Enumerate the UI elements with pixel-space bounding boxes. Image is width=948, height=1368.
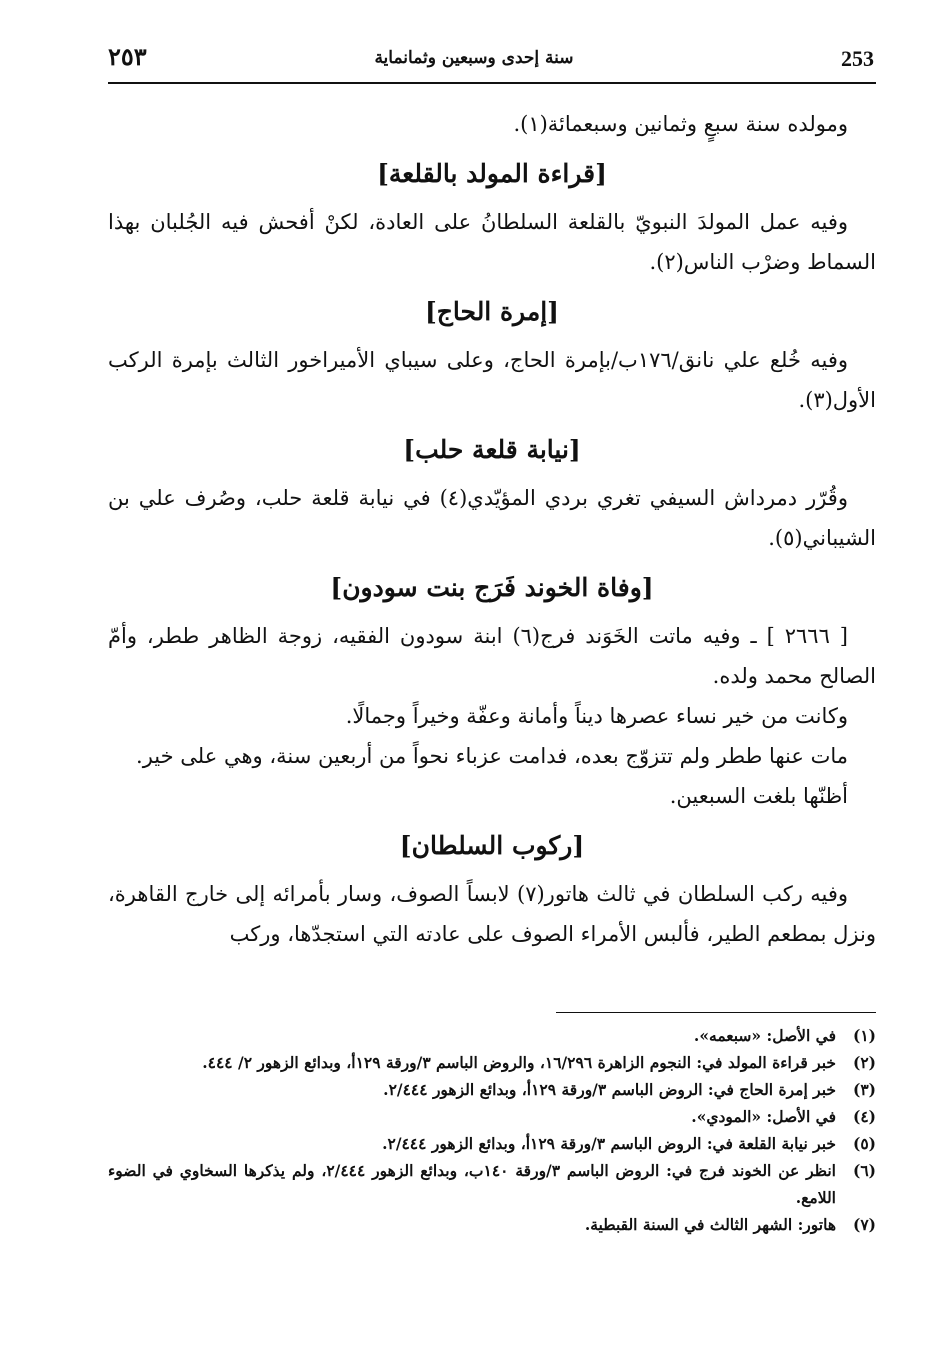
paragraph-khawand-death: [ ٢٦٦٦ ] ـ وفيه ماتت الخَوَند فرج(٦) ابنة سودون الفقيه، زوجة الظاهر ططر، وأمّ الصالح محمد ولده. xyxy=(108,624,876,688)
running-title: سنة إحدى وسبعين وثمانماية xyxy=(374,48,574,68)
footnote-number: (٢) xyxy=(852,1053,876,1072)
footnote xyxy=(108,1049,876,1076)
footnote-number: (١) xyxy=(852,1026,876,1045)
paragraph-aleppo: وقُرّر دمرداش السيفي تغري بردي المؤيّدي(٤) في نيابة قلعة حلب، وصُرف علي بن الشيباني(٥). xyxy=(108,486,876,550)
footnote xyxy=(108,1157,876,1211)
page-number: 253 xyxy=(841,46,874,71)
section-heading-khawand: [وفاة الخوند فَرَج بنت سودون] xyxy=(330,573,654,602)
paragraph-birth: ومولده سنة سبعٍ وثمانين وسبعمائة(١). xyxy=(513,112,848,136)
section-heading-sultan-ride: [ركوب السلطان] xyxy=(399,831,585,860)
footnote-text: خبر نيابة القلعة في: الروض الباسم ٣/ورقة ١٢٩أ، وبدائع الزهور ٢/٤٤٤. xyxy=(382,1134,836,1153)
footnote xyxy=(108,1130,876,1157)
footnotes xyxy=(108,1022,876,1238)
footnote xyxy=(108,1076,876,1103)
footnote-text: خبر قراءة المولد في: النجوم الزاهرة ١٦/٢٩٦، والروض الباسم ٣/ورقة ١٢٩أ، وبدائع الزهور ٢/ ٤٤٤. xyxy=(202,1053,836,1072)
footnote-number: (٤) xyxy=(852,1107,876,1126)
footnote-number: (٣) xyxy=(852,1080,876,1099)
paragraph-khawand-widow: مات عنها ططر ولم تتزوّج بعده، فدامت عزباء نحواً من أربعين سنة، وهي على خير. xyxy=(136,744,848,768)
footnote-number: (٦) xyxy=(852,1161,876,1180)
footnote-number: (٧) xyxy=(852,1215,876,1234)
header-rule xyxy=(108,82,876,84)
page-number-arabic: ٢٥٣ xyxy=(108,42,147,71)
main-text xyxy=(108,104,876,954)
footnote-number: (٥) xyxy=(852,1134,876,1153)
section-heading-hajj: [إمرة الحاج] xyxy=(424,297,560,326)
paragraph-khawand-age: أظنّها بلغت السبعين. xyxy=(669,784,848,808)
footnote-text: في الأصل: «سبعمه». xyxy=(693,1026,836,1045)
paragraph-khawand-virtue: وكانت من خير نساء عصرها ديناً وأمانة وعفّة وخيراً وجمالًا. xyxy=(345,704,848,728)
footnote xyxy=(108,1103,876,1130)
footnote-text: خبر إمرة الحاج في: الروض الباسم ٣/ورقة ١٢٩أ، وبدائع الزهور ٢/٤٤٤. xyxy=(383,1080,836,1099)
section-heading-aleppo: [نيابة قلعة حلب] xyxy=(403,435,581,464)
footnote xyxy=(108,1022,876,1049)
paragraph-sultan-ride: وفيه ركب السلطان في ثالث هاتور(٧) لابساً الصوف، وسار بأمرائه إلى خارج القاهرة، ونزل بمطعم الطير، فألبس الأمراء الصوف على عادته التي استجدّها، وركب xyxy=(108,882,876,946)
footnote-text: انظر عن الخوند فرج في: الروض الباسم ٣/ورقة ١٤٠ب، وبدائع الزهور ٢/٤٤٤، ولم يذكرها السخاوي في الضوء اللامع. xyxy=(108,1161,836,1207)
footnote-text: في الأصل: «المودي». xyxy=(691,1107,836,1126)
footnote xyxy=(108,1211,876,1238)
footnote-text: هاتور: الشهر الثالث في السنة القبطية. xyxy=(584,1215,836,1234)
paragraph-mawlid: وفيه عمل المولدَ النبويّ بالقلعة السلطانُ على العادة، لكنْ أفحش فيه الجُلبان بهذا السماط وضرْب الناس(٢). xyxy=(108,210,876,274)
paragraph-hajj: وفيه خُلع علي نانق/١٧٦ب/بإمرة الحاج، وعلى سيباي الأميراخور الثالث بإمرة الركب الأول(٣). xyxy=(108,348,876,412)
section-heading-mawlid: [قراءة المولد بالقلعة] xyxy=(377,159,607,188)
footnote-rule xyxy=(556,1012,876,1013)
